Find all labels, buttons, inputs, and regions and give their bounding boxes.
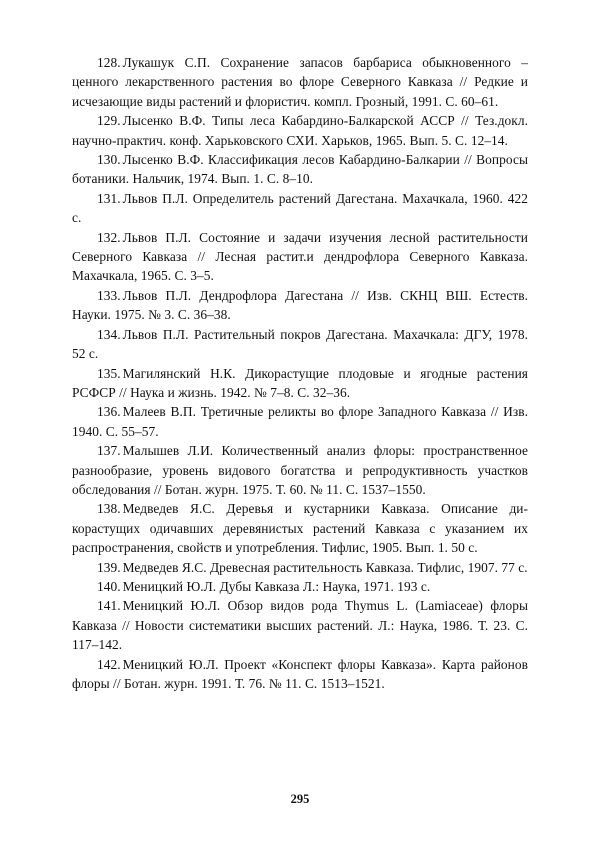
reference-number: 138.: [97, 501, 121, 517]
reference-number: 142.: [97, 656, 121, 672]
reference-number: 128.: [97, 55, 121, 70]
reference-entry: [72, 655, 528, 694]
reference-text: Лукашук С.П. Сохранение запасов барбариса обыкновенного – ценного лекарственного растения во флоре Северного Кавказа // Редкие и исчезающие виды растений и флористич. компл. Грозный, 1991. С. 60–61.: [72, 55, 528, 109]
reference-entry: [72, 441, 528, 499]
reference-number: 140.: [97, 578, 121, 594]
reference-entry: [72, 325, 528, 364]
reference-entry: [72, 189, 528, 228]
reference-number: 139.: [97, 559, 121, 575]
reference-entry: [72, 558, 528, 577]
reference-number: 131.: [97, 190, 121, 206]
reference-entry: [72, 53, 528, 111]
reference-text: Лысенко В.Ф. Классификация лесов Кабардино-Балкарии // Вопросы ботаники. Нальчик, 1974. Вып. 1. С. 8–10.: [72, 152, 528, 187]
reference-entry: [72, 364, 528, 403]
reference-text: Меницкий Ю.Л. Проект «Конспект флоры Кавказа». Карта районов флоры // Ботан. журн. 1991. Т. 76. № 11. С. 1513–1521.: [72, 656, 528, 691]
reference-text: Львов П.Л. Дендрофлора Дагестана // Изв. СКНЦ ВШ. Естеств. Науки. 1975. № 3. С. 36–38.: [72, 287, 528, 323]
reference-entry: [72, 150, 528, 189]
reference-text: Меницкий Ю.Л. Обзор видов рода Thymus L. (Lamiaceae) флоры Кавказа // Новости систематики высших растений. Л.: Наука, 1986. Т. 23. С. 117–142.: [72, 598, 528, 653]
reference-entry: [72, 286, 528, 325]
reference-number: 130.: [97, 152, 121, 168]
reference-entry: [72, 596, 528, 654]
reference-entry: [72, 111, 528, 150]
reference-text: Магилянский Н.К. Дикорастущие плодовые и ягодные растения РСФСР // Наука и жизнь. 1942. № 7–8. С. 32–36.: [72, 365, 528, 400]
reference-text: Львов П.Л. Растительный покров Дагестана. Махачкала: ДГУ, 1978. 52 с.: [72, 326, 528, 362]
reference-text: Меницкий Ю.Л. Дубы Кавказа Л.: Наука, 1971. 193 с.: [122, 578, 431, 594]
reference-number: 136.: [97, 404, 121, 420]
reference-number: 135.: [97, 365, 121, 381]
page-number: 295: [290, 792, 310, 806]
reference-number: 133.: [97, 287, 121, 303]
reference-list: [72, 53, 528, 693]
reference-number: 137.: [97, 443, 121, 459]
reference-text: Медведев Я.С. Древесная растительность Кавказа. Тифлис, 1907. 77 с.: [122, 559, 528, 575]
reference-text: Медведев Я.С. Деревья и кустарники Кавказа. Описание дикорастущих одичавших деревянистых растений Кавказа с указанием их распространения, свойств и употребления. Тифлис, 1905. Вып. 1. 50 с.: [72, 501, 528, 556]
reference-entry: [72, 499, 528, 557]
reference-number: 129.: [97, 113, 121, 129]
reference-text: Малышев Л.И. Количественный анализ флоры: пространственное разнообразие, уровень видового богатства и репродуктивность участков обследования // Ботан. журн. 1975. Т. 60. № 11. С. 1537–1550.: [72, 443, 528, 497]
reference-text: Львов П.Л. Состояние и задачи изучения лесной растительности Северного Кавказа // Лесная растит.и дендрофлора Северного Кавказа. Махачкала, 1965. С. 3–5.: [72, 229, 528, 284]
reference-text: Лысенко В.Ф. Типы леса Кабардино-Балкарской АССР // Тез.докл. научно-практич. конф. Харьковского СХИ. Харьков, 1965. Вып. 5. С. 12–14.: [72, 113, 528, 148]
reference-entry: [72, 402, 528, 441]
reference-text: Малеев В.П. Третичные реликты во флоре Западного Кавказа // Изв. 1940. С. 55–57.: [72, 404, 528, 439]
reference-entry: [72, 577, 528, 596]
reference-text: Львов П.Л. Определитель растений Дагестана. Махачкала, 1960. 422 с.: [72, 190, 528, 226]
reference-number: 134.: [97, 326, 121, 342]
reference-entry: [72, 228, 528, 286]
reference-number: 141.: [97, 598, 121, 614]
reference-number: 132.: [97, 229, 121, 245]
